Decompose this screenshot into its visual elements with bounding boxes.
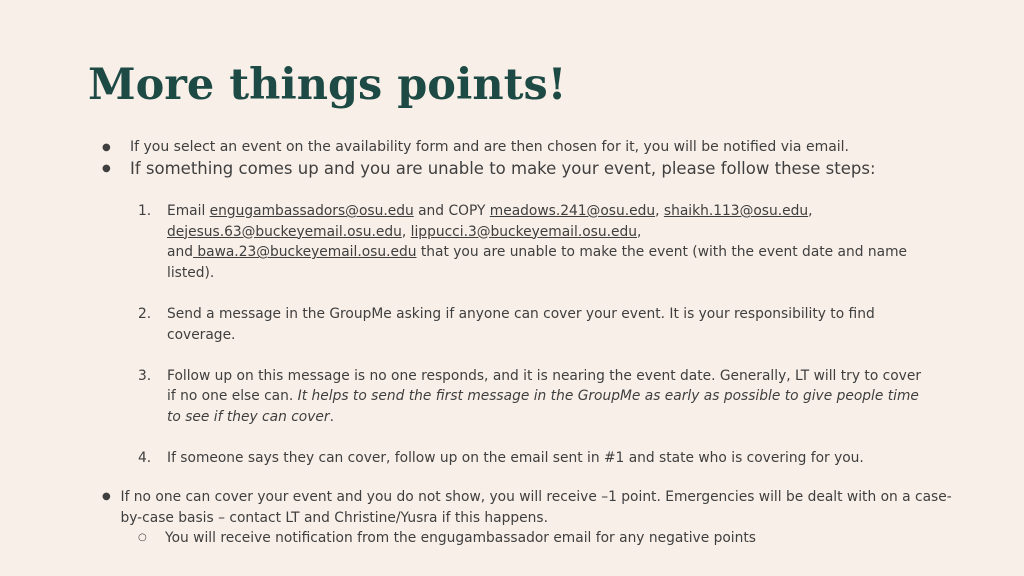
step-body: Send a message in the GroupMe asking if anyone can cover your event. It is your responsibility to find coverage. [167, 305, 875, 343]
step-text: , [808, 203, 813, 219]
page-title: More things points! [88, 60, 567, 110]
email-link-shaikh[interactable]: shaikh.113@osu.edu [663, 203, 809, 219]
bullet-no-show [102, 487, 952, 528]
step-2 [138, 304, 938, 345]
step-4 [138, 448, 938, 469]
sub-bullet-text: You will receive notification from the engugambassador email for any negative points [165, 530, 756, 546]
step-text: . [329, 408, 334, 425]
sub-bullet-circle-icon: ○ [138, 532, 147, 543]
email-link-meadows[interactable]: meadows.241@osu.edu [489, 203, 656, 219]
step-body: If someone says they can cover, follow up on the email sent in #1 and state who is covering for you. [167, 450, 864, 467]
email-link-dejesus[interactable]: dejesus.63@buckeyemail.osu.edu [167, 223, 402, 240]
sub-bullet-notification [138, 528, 756, 549]
step-italic-text: It helps to send the first message in the GroupMe as early as possible to give people time to see if they can cover [167, 388, 919, 425]
bullet-steps-intro [102, 159, 876, 179]
bullet-dot-icon: ● [102, 163, 111, 174]
step-text: , [401, 223, 411, 240]
step-body [167, 366, 927, 428]
bullet-text: If something comes up and you are unable to make your event, please follow these steps: [130, 159, 876, 178]
step-3 [138, 366, 938, 428]
step-number: 3. [138, 367, 152, 384]
step-number: 4. [138, 450, 152, 467]
step-number: 2. [138, 305, 152, 322]
step-text: that you are unable to make the event (with the event date and name listed). [167, 244, 908, 281]
bullet-dot-icon: ● [102, 142, 111, 153]
email-link-ambassadors[interactable]: engugambassadors@osu.edu [209, 203, 414, 219]
step-1 [138, 201, 938, 283]
email-link-bawa[interactable]: bawa.23@buckeyemail.osu.edu [192, 244, 417, 261]
steps-list [138, 201, 938, 489]
step-text: and [167, 244, 193, 261]
step-text: , [636, 223, 642, 240]
step-text: Follow up on this message is no one responds, and it is nearing the event date. Generally, LT will try to cover if no one else can. [167, 367, 921, 405]
bullet-text: If you select an event on the availability form and are then chosen for it, you will be notified via email. [130, 139, 850, 155]
bullet-dot-icon: ● [102, 491, 111, 502]
bullet-text: If no one can cover your event and you do not show, you will receive –1 point. Emergencies will be dealt with on a case-by-case basis – contact LT and Christine/Yusra if this happens. [120, 489, 952, 526]
step-text: and COPY [413, 203, 490, 219]
bullet-notification [102, 138, 849, 158]
step-number: 1. [138, 203, 152, 219]
email-link-lippucci[interactable]: lippucci.3@buckeyemail.osu.edu [410, 223, 637, 240]
step-text: Email [167, 203, 210, 219]
step-body [167, 201, 927, 283]
step-text: , [655, 203, 664, 219]
